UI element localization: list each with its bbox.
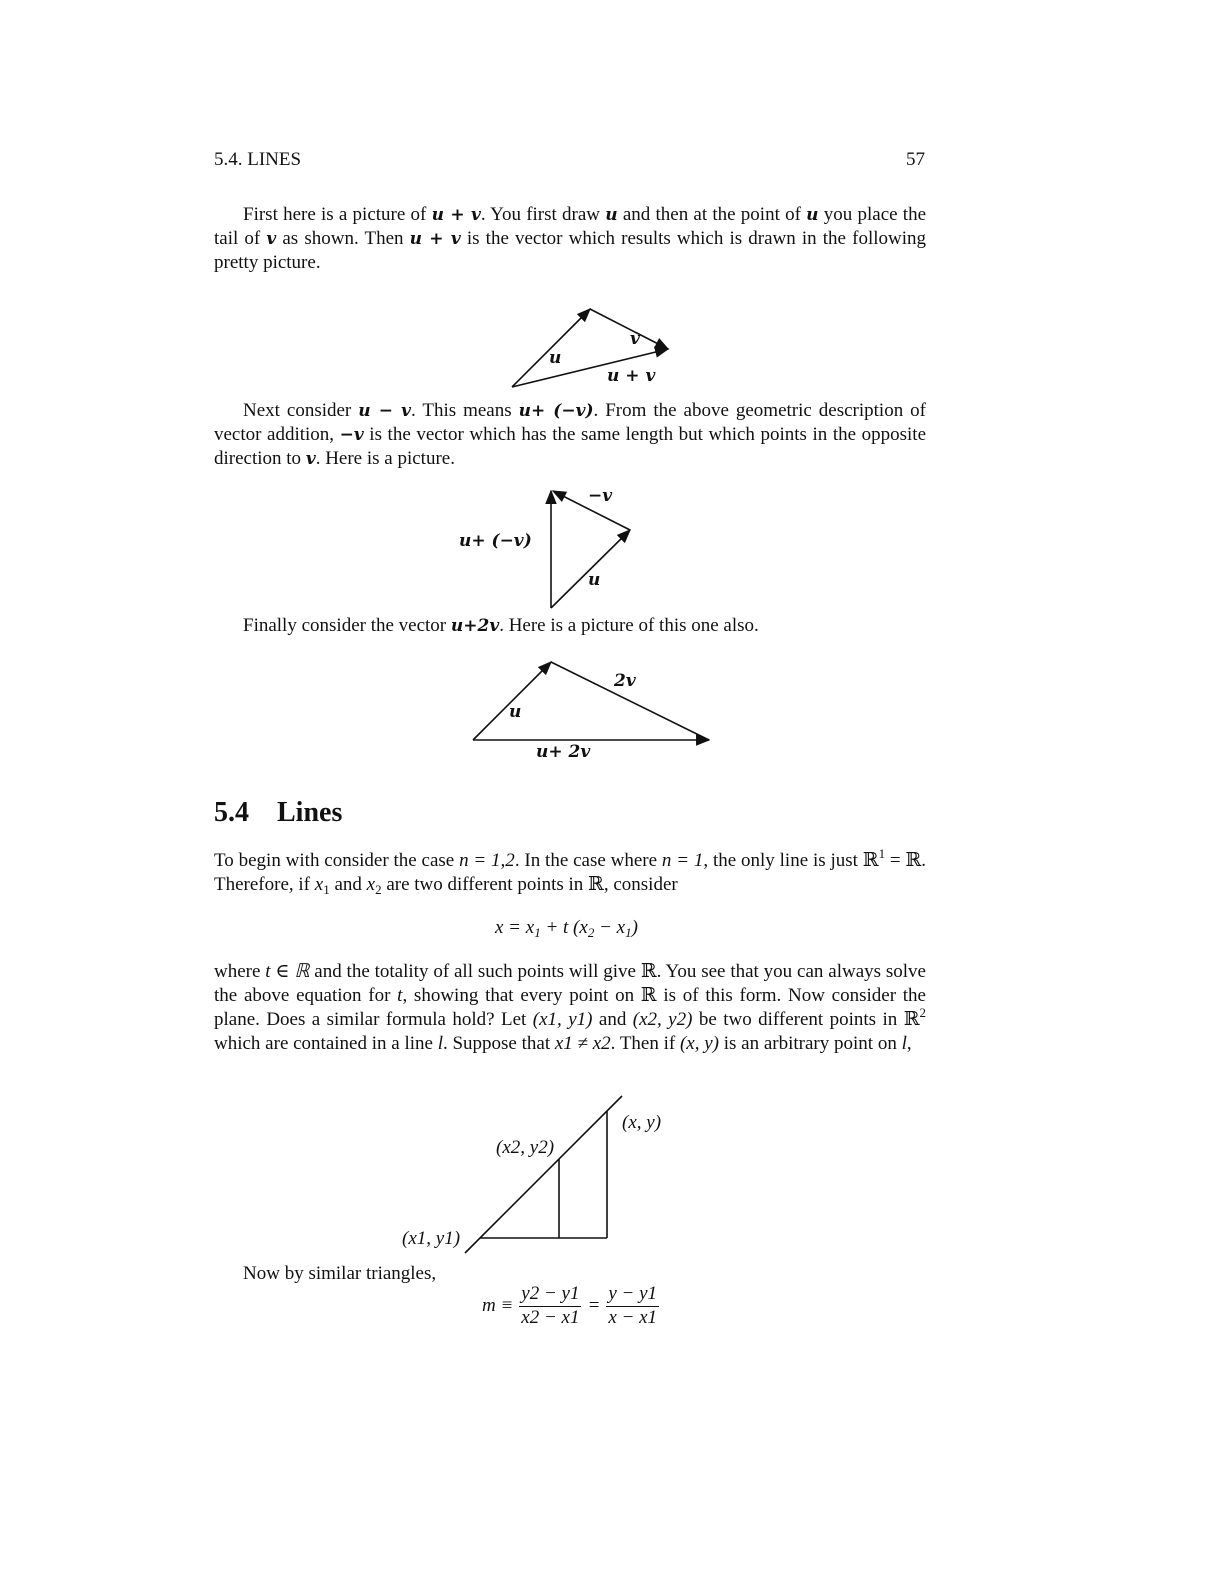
paragraph-similar-triangles: Now by similar triangles,: [243, 1263, 437, 1284]
page-number: 57: [906, 149, 925, 170]
label-u: u: [549, 348, 562, 368]
running-header: 5.4. LINES: [214, 149, 302, 170]
fraction-slope-points: $\frac{y2 - y1}{x2 - x1}$: [521, 1283, 580, 1328]
equation-slope: m ≡ $\frac{y2 - y1}{x2 - x1}$ = $\frac{y - y1}{x - x1}$: [482, 1283, 657, 1328]
label-2v: 2v: [614, 671, 636, 691]
label-difference: u+ (−v): [459, 531, 532, 551]
label-sum: u+ 2v: [536, 742, 591, 762]
label-point-xy: (x, y): [622, 1112, 662, 1133]
line-l: [465, 1096, 622, 1253]
label-u: u: [509, 702, 522, 722]
label-u: u: [588, 570, 601, 590]
label-point-1: (x1, y1): [402, 1228, 461, 1249]
label-point-2: (x2, y2): [496, 1137, 555, 1158]
equation-line-in-r1: $x = x_1 + t$ $(x_2 - x_1)$: [495, 917, 638, 940]
label-minus-v: −v: [588, 486, 613, 506]
paragraph-u-plus-2v: Finally consider the vector u+2v. Here is a picture of this one also.: [243, 615, 759, 636]
paragraph-vector-addition: First here is a picture of u + v. You first draw u and then at the point of u you place the tail of v as shown. Then u + v is the vector which results which is drawn in the following pretty picture.: [214, 204, 926, 273]
section-heading: 5.4 Lines: [214, 797, 343, 828]
label-sum: u + v: [607, 366, 656, 386]
paragraph-plane: where t ∈ ℝ and the totality of all such points will give ℝ. You see that you can always solve the above equation for t, showing that every point on ℝ is of this form. Now consider the plane. Does a similar formula hold? Let (x1, y1) and (x2, y2) be two different points in ℝ$^2$ which are contained in a line l. Suppose that x1 ≠ x2. Then if (x, y) is an arbitrary point on l,: [214, 961, 926, 1054]
paragraph-vector-difference: Next consider u − v. This means u+ (−v). From the above geometric description of vector addition, −v is the vector which has the same length but which points in the opposite direction to v. Here is a picture.: [214, 400, 926, 469]
label-v: v: [630, 329, 640, 349]
fraction-slope-general: $\frac{y - y1}{x - x1}$: [608, 1283, 657, 1328]
paragraph-lines-intro: To begin with consider the case n = 1,2. In the case where n = 1, the only line is just ℝ$^1$ = ℝ. Therefore, if $x_1$ and $x_2$ are two different points in ℝ, consider: [214, 846, 926, 897]
